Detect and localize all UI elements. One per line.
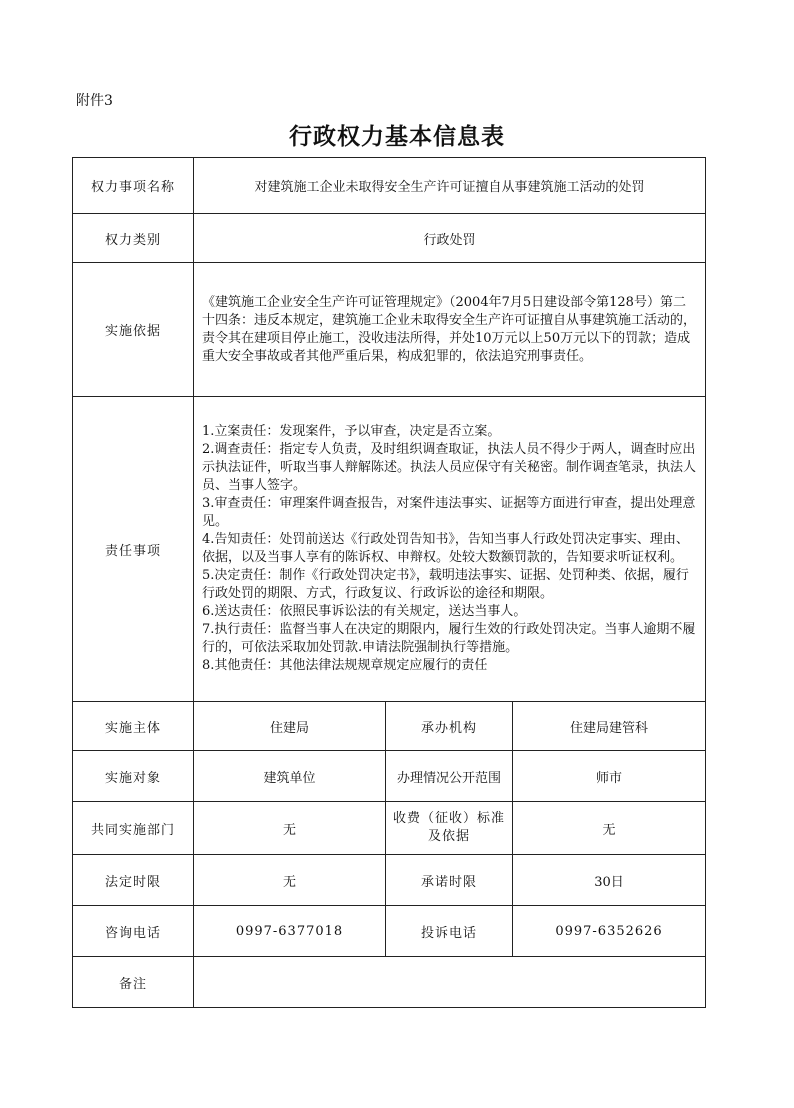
value-promised-time: 30日 xyxy=(513,855,706,906)
value-legal-time: 无 xyxy=(194,855,386,906)
value-fee-standard: 无 xyxy=(513,802,706,855)
label-legal-time: 法定时限 xyxy=(73,855,194,906)
label-disclosure-scope: 办理情况公开范围 xyxy=(386,751,513,802)
value-consult-phone: 0997-6377018 xyxy=(194,906,386,957)
label-type: 权力类别 xyxy=(73,214,194,263)
row-phone xyxy=(73,906,706,957)
duty-item: 2.调查责任：指定专人负责，及时组织调查取证，执法人员不得少于两人，调查时应出示执法证件，听取当事人辩解陈述。执法人员应保守有关秘密。制作调查笔录，执法人员、当事人签字。 xyxy=(202,442,697,493)
value-agency: 住建局建管科 xyxy=(513,702,706,751)
value-subject: 住建局 xyxy=(194,702,386,751)
duty-item: 6.送达责任：依照民事诉讼法的有关规定，送达当事人。 xyxy=(202,604,527,619)
value-complaint-phone: 0997-6352626 xyxy=(513,906,706,957)
duty-item: 3.审查责任：审理案件调查报告，对案件违法事实、证据等方面进行审查，提出处理意见。 xyxy=(202,496,696,529)
label-note: 备注 xyxy=(73,957,194,1008)
row-target xyxy=(73,751,706,802)
row-type xyxy=(73,214,706,263)
duty-item: 1.立案责任：发现案件，予以审查，决定是否立案。 xyxy=(202,424,501,439)
row-note xyxy=(73,957,706,1008)
duty-item: 4.告知责任：处罚前送达《行政处罚告知书》，告知当事人行政处罚决定事实、理由、依据，以及当事人享有的陈诉权、申辩权。处较大数额罚款的，告知要求听证权利。 xyxy=(202,532,689,565)
value-duties xyxy=(194,397,706,702)
duty-item: 7.执行责任：监督当事人在决定的期限内，履行生效的行政处罚决定。当事人逾期不履行的，可依法采取加处罚款.申请法院强制执行等措施。 xyxy=(202,622,696,655)
label-consult-phone: 咨询电话 xyxy=(73,906,194,957)
row-time xyxy=(73,855,706,906)
label-subject: 实施主体 xyxy=(73,702,194,751)
label-complaint-phone: 投诉电话 xyxy=(386,906,513,957)
value-basis: 《建筑施工企业安全生产许可证管理规定》（2004年7月5日建设部令第128号）第二十四条：违反本规定，建筑施工企业未取得安全生产许可证擅自从事建筑施工活动的，责令其在建项目停止施工，没收违法所得，并处10万元以上50万元以下的罚款；造成重大安全事故或者其他严重后果，构成犯罪的，依法追究刑事责任。 xyxy=(194,263,706,397)
label-target: 实施对象 xyxy=(73,751,194,802)
page-title: 行政权力基本信息表 xyxy=(289,123,505,150)
label-duties: 责任事项 xyxy=(73,397,194,702)
label-name: 权力事项名称 xyxy=(73,158,194,214)
row-name xyxy=(73,158,706,214)
info-table xyxy=(72,157,706,1008)
label-agency: 承办机构 xyxy=(386,702,513,751)
value-target: 建筑单位 xyxy=(194,751,386,802)
value-type: 行政处罚 xyxy=(194,214,706,263)
row-duties xyxy=(73,397,706,702)
row-subject xyxy=(73,702,706,751)
value-partner: 无 xyxy=(194,802,386,855)
label-promised-time: 承诺时限 xyxy=(386,855,513,906)
label-basis: 实施依据 xyxy=(73,263,194,397)
value-disclosure-scope: 师市 xyxy=(513,751,706,802)
value-note xyxy=(194,957,706,1008)
row-partner xyxy=(73,802,706,855)
label-fee-standard: 收费（征收）标准及依据 xyxy=(386,802,513,855)
duty-item: 5.决定责任：制作《行政处罚决定书》，载明违法事实、证据、处罚种类、依据，履行行政处罚的期限、方式，行政复议、行政诉讼的途径和期限。 xyxy=(202,568,689,601)
value-name: 对建筑施工企业未取得安全生产许可证擅自从事建筑施工活动的处罚 xyxy=(194,158,706,214)
label-partner: 共同实施部门 xyxy=(73,802,194,855)
attachment-label: 附件3 xyxy=(76,93,113,109)
row-basis xyxy=(73,263,706,397)
duty-item: 8.其他责任：其他法律法规规章规定应履行的责任 xyxy=(202,658,488,673)
